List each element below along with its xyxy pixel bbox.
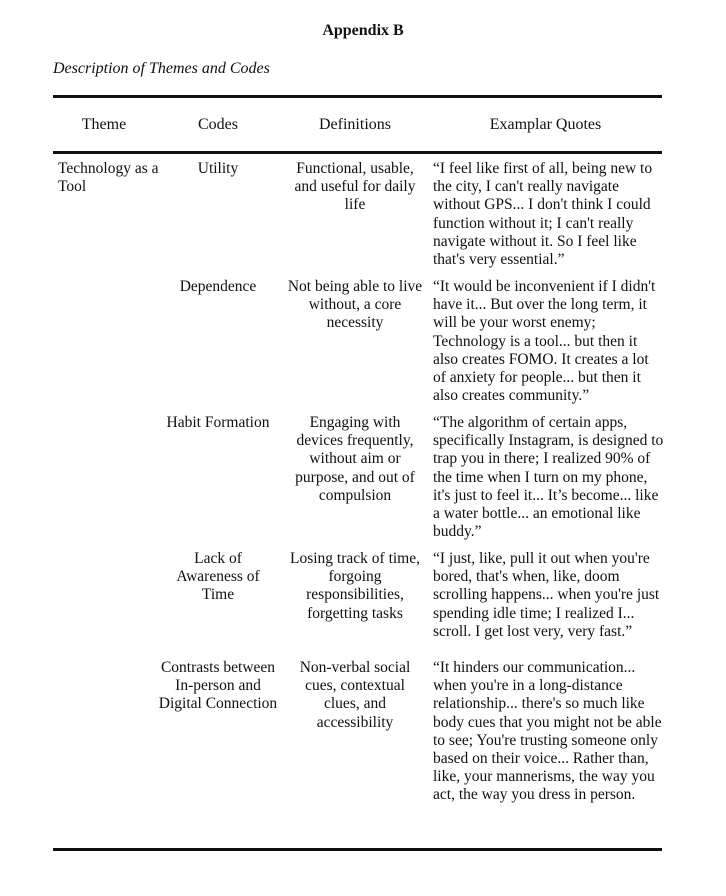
- table-header-rule: [53, 151, 662, 154]
- header-theme: Theme: [81, 116, 127, 133]
- header-definitions: Definitions: [319, 116, 391, 133]
- table-top-rule: [53, 95, 662, 98]
- header-codes: Codes: [198, 116, 238, 133]
- definition-cell: Functional, usable, and useful for daily life: [294, 160, 416, 214]
- header-quotes: Examplar Quotes: [489, 116, 602, 133]
- definition-cell: Engaging with devices frequently, without aim or purpose, and out of compulsion: [295, 414, 415, 504]
- quote-cell: “I just, like, pull it out when you're bored, that's when, like, doom scrolling happens... when you're just spending idle time; I realized I... scroll. I get lost very, very fast.”: [433, 550, 660, 640]
- code-cell: Dependence: [179, 278, 257, 295]
- theme-cell: Technology as a Tool: [58, 160, 159, 196]
- quote-cell: “The algorithm of certain apps, specifically Instagram, is designed to trap you in there; I realized 90% of the time when I turn on my phone, it's just to feel it... It’s become... like a water bottle... an emotional like buddy.”: [433, 414, 664, 541]
- table-caption: Description of Themes and Codes: [53, 60, 270, 77]
- table-bottom-rule: [53, 848, 662, 851]
- appendix-title: Appendix B: [322, 22, 404, 39]
- quote-cell: “It hinders our communication... when you're in a long-distance relationship... there's so much like body cues that you might not be able to see; You're trusting someone only based on their voice... Rather than, like, your mannerisms, the way you act, the way you dress in person.: [433, 659, 662, 804]
- definition-cell: Not being able to live without, a core necessity: [287, 278, 423, 332]
- definition-cell: Non-verbal social cues, contextual clues, and accessibility: [299, 659, 411, 731]
- code-cell: Habit Formation: [166, 414, 270, 431]
- table-header: [53, 116, 662, 138]
- code-cell: Utility: [197, 160, 239, 177]
- quote-cell: “It would be inconvenient if I didn't have it... But over the long term, it will be your worst enemy; Technology is a tool... but then it also creates FOMO. It creates a lot of anxiety for people... but then it also creates community.”: [433, 278, 656, 405]
- definition-cell: Losing track of time, forgoing responsibilities, forgetting tasks: [290, 550, 420, 622]
- code-cell: Contrasts between In-person and Digital Connection: [158, 659, 278, 713]
- code-cell: Lack of Awareness of Time: [176, 550, 260, 604]
- quote-cell: “I feel like first of all, being new to the city, I can't really navigate without GPS... I don't think I could function without it; I can't really navigate without it. So I feel like that's very essential.”: [433, 160, 653, 269]
